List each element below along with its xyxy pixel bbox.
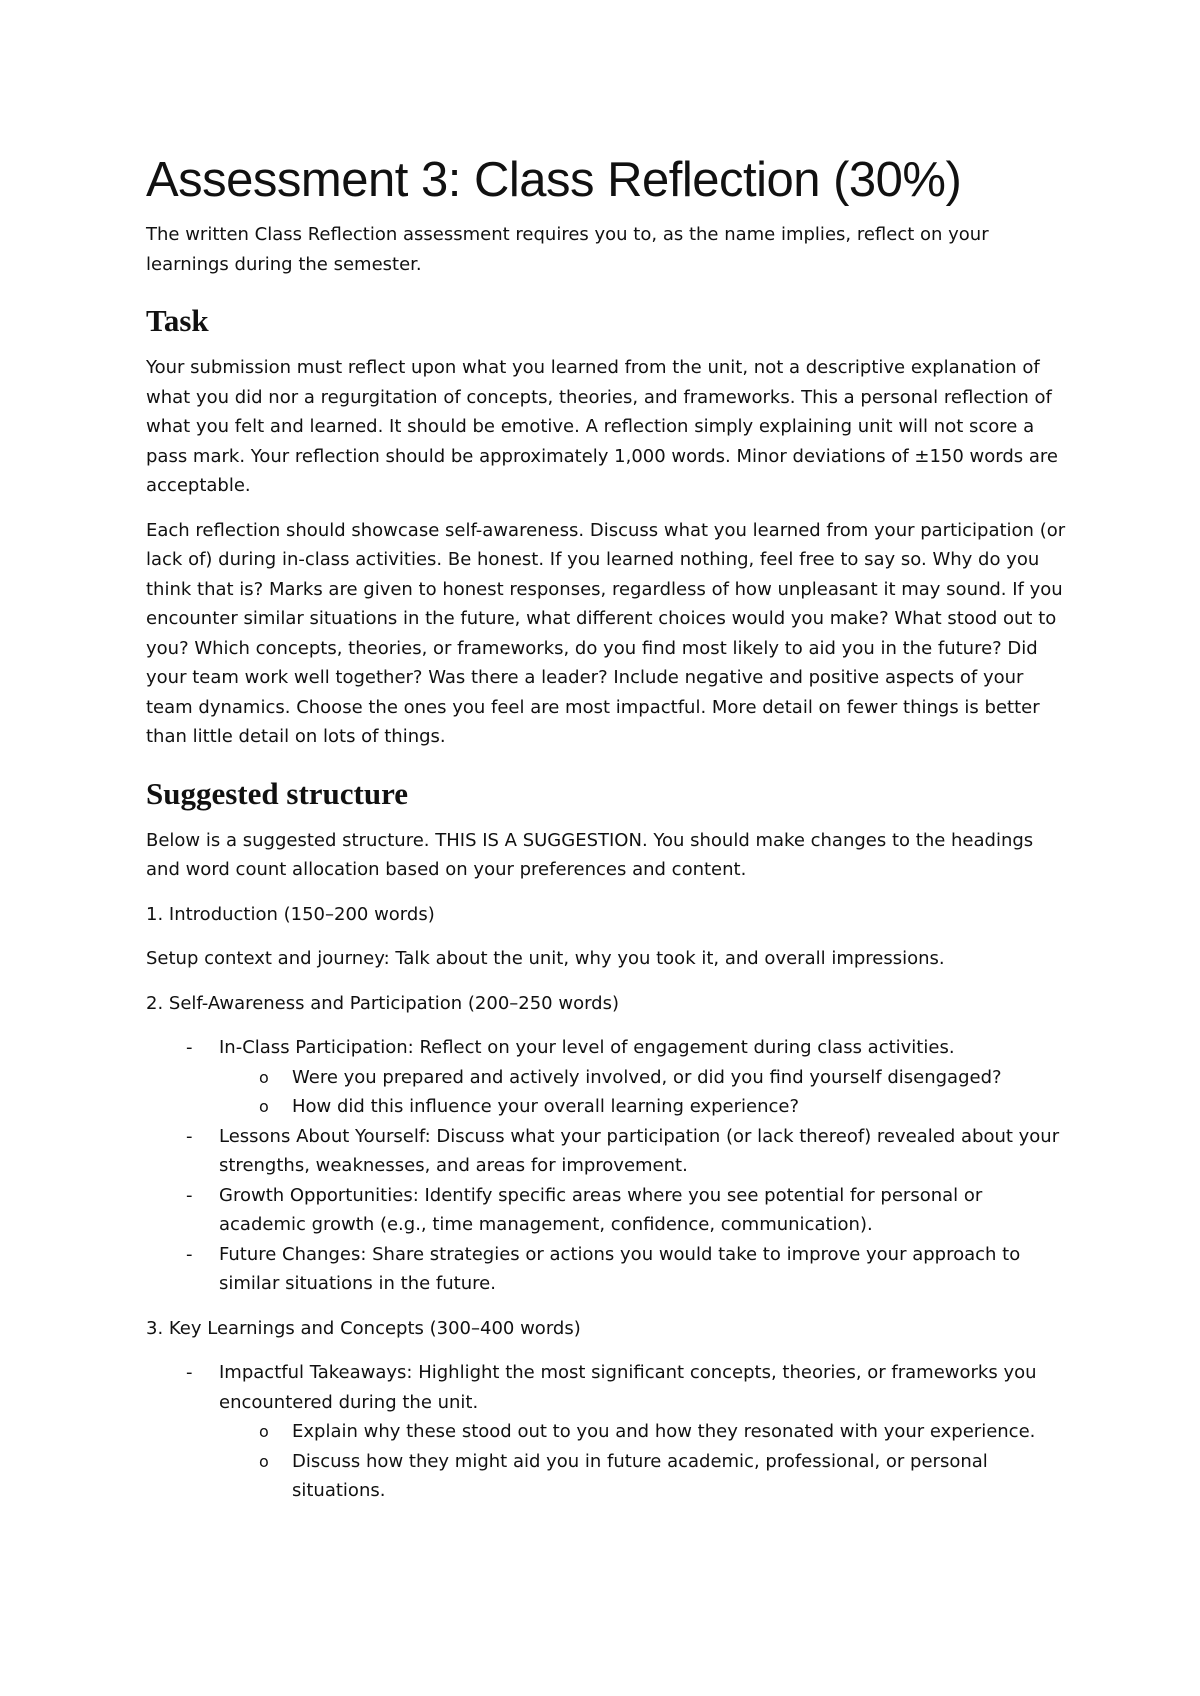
task-paragraph-2: Each reflection should showcase self-awareness. Discuss what you learned from your participation (or lack of) during in-class activities. Be honest. If you learned nothing, feel free to say so. Why do you think that is? Marks are given to honest responses, regardless of how unpleasant it may sound. If you encounter similar situations in the future, what different choices would you make? What stood out to you? Which concepts, theories, or frameworks, do you find most likely to aid you in the future? Did your team work well together? Was there a leader? Include negative and positive aspects of your team dynamics. Choose the ones you feel are most impactful. More detail on fewer things is better than little detail on lots of things. [146,519,1066,747]
dash-bullet: - [186,1037,193,1058]
list-item [146,1122,1066,1181]
dash-bullet: - [186,1125,193,1147]
circle-bullet: o [259,1422,269,1441]
section-1-title: 1. Introduction (150–200 words) [146,903,435,925]
sub-list-item-text: Explain why these stood out to you and how they resonated with your experience. [292,1421,1036,1442]
task-paragraph-1: Your submission must reflect upon what you learned from the unit, not a descriptive explanation of what you did nor a regurgitation of concepts, theories, and frameworks. This a personal reflection of what you felt and learned. It should be emotive. A reflection simply explaining unit will not score a pass mark. Your reflection should be approximately 1,000 words. Minor deviations of ±150 words are acceptable. [146,357,1058,496]
sub-list-item [219,1447,1066,1506]
list-item-text: Impactful Takeaways: Highlight the most significant concepts, theories, or frameworks you encountered during the unit. [219,1362,1037,1413]
section-3-list [146,1358,1066,1506]
task-heading: Task [146,303,209,338]
circle-bullet: o [259,1067,269,1087]
circle-bullet: o [259,1451,269,1471]
sub-list-item [219,1092,1066,1122]
dash-bullet: - [186,1362,193,1383]
sub-list [219,1417,1066,1506]
list-item-text: Growth Opportunities: Identify specific areas where you see potential for personal or academic growth (e.g., time management, confidence, communication). [219,1184,983,1235]
list-item [146,1240,1066,1299]
structure-intro: Below is a suggested structure. THIS IS A SUGGESTION. You should make changes to the headings and word count allocation based on your preferences and content. [146,829,1034,880]
list-item-text: Future Changes: Share strategies or actions you would take to improve your approach to similar situations in the future. [219,1243,1021,1294]
sub-list-item-text: Discuss how they might aid you in future academic, professional, or personal situations. [292,1450,988,1501]
document-page [146,150,1066,1521]
intro-paragraph: The written Class Reflection assessment requires you to, as the name implies, reflect on your learnings during the semester. [146,224,989,275]
dash-bullet: - [186,1184,193,1206]
sub-list-item [219,1417,1066,1447]
sub-list-item [219,1063,1066,1093]
circle-bullet: o [259,1097,269,1116]
list-item-text: In-Class Participation: Reflect on your level of engagement during class activities. [219,1037,955,1058]
sub-list [219,1063,1066,1122]
sub-list-item-text: How did this influence your overall learning experience? [292,1096,800,1117]
sub-list-item-text: Were you prepared and actively involved, or did you find yourself disengaged? [292,1066,1002,1088]
section-3-title: 3. Key Learnings and Concepts (300–400 words) [146,1317,581,1339]
section-2-title: 2. Self-Awareness and Participation (200–250 words) [146,992,620,1014]
list-item [146,1358,1066,1506]
structure-heading: Suggested structure [146,775,409,811]
list-item-text: Lessons About Yourself: Discuss what your participation (or lack thereof) revealed about your strengths, weaknesses, and areas for improvement. [219,1125,1060,1176]
page-title: Assessment 3: Class Reflection (30%) [146,153,962,207]
list-item [146,1181,1066,1240]
dash-bullet: - [186,1243,193,1265]
list-item [146,1033,1066,1122]
section-1-text: Setup context and journey: Talk about the unit, why you took it, and overall impressions. [146,948,945,969]
section-2-list [146,1033,1066,1299]
